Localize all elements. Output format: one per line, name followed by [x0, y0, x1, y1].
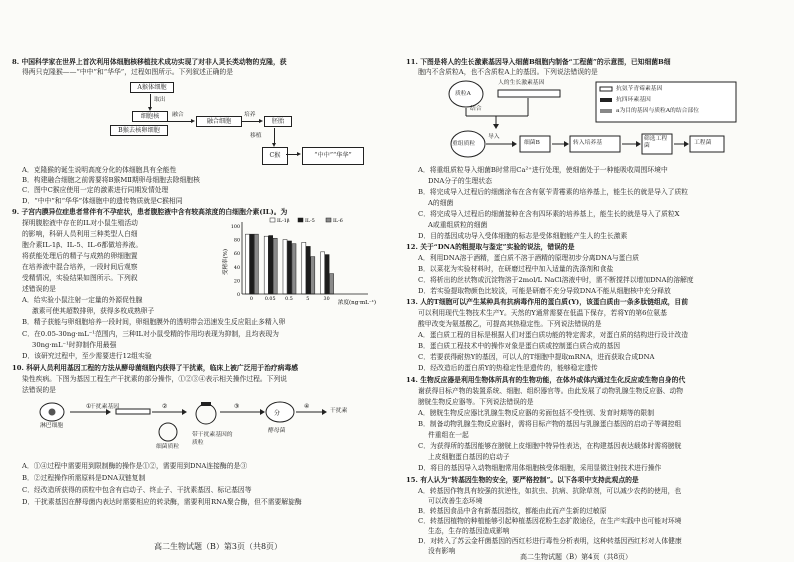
legend-label: IL-1β — [277, 219, 290, 224]
legend-swatch — [270, 218, 275, 222]
bar-IL-6-30 — [330, 274, 334, 294]
step3-label: ③ — [234, 403, 240, 410]
q9-option-a1: A．给实验小鼠注射一定量的外源促性腺 — [22, 296, 143, 304]
q8-arrow-culture — [242, 121, 260, 122]
screen-label: 筛选工程菌 — [644, 136, 668, 149]
q10-option-b: B．②过程操作所需原料是DNA双链复制 — [22, 474, 146, 482]
q15-option-d1: D．对转入了苏云金杆菌基因的西红杉进行毒性分析表明，这种转基因西红杉对人体健康 — [418, 537, 682, 545]
q9-s2: 的影响，科研人员利用三种类型人白细 — [22, 230, 138, 238]
q14-line3: 膀胱生物反应器等。下列说法错误的是 — [418, 398, 534, 406]
q11-line2: 胞内不含质粒A，也不含质粒A上的基因。下列说法错误的是 — [418, 68, 598, 76]
q10-line3: 法错误的是 — [22, 386, 56, 394]
bacterial-plasmid-label: 细菌质粒 — [156, 444, 180, 450]
q11-option-b2: A的细菌 — [428, 199, 454, 207]
culture-label: 转入培养基 — [573, 140, 602, 146]
q10-option-c: C．经改造所获得的质粒中包含有启动子、终止子、干扰素基因、标记基因等 — [22, 486, 252, 494]
hgh-gene-icon — [498, 90, 560, 97]
tet-gene-legend: 抗四环素基因 — [616, 97, 651, 103]
q10-line2: 染性疾病。下图为基因工程生产干扰素的部分操作，①②③④表示相关操作过程。下列说 — [22, 375, 288, 383]
q9-s5: 在培养液中混合培养，一段时间后观察 — [22, 263, 138, 271]
q12-line1: 12. 关于“DNA的粗提取与鉴定”实验的说法，错误的是 — [406, 243, 575, 251]
import-arrowhead — [512, 141, 517, 147]
q15-option-c1: C．转基因植物的种植能够引起种植基因花粉生态扩散途径，在生产实践中也可能对环境 — [418, 517, 682, 525]
amp-gene-legend-icon — [600, 87, 612, 91]
hgh-gene-label: 人的生长激素基因 — [498, 80, 545, 86]
c-monkey: C猴 — [262, 147, 288, 165]
bar-IL-5-0.5 — [287, 241, 291, 294]
q8-arrow-fuse — [168, 121, 192, 122]
q9-s7: 述错误的是 — [22, 285, 56, 293]
step2-label: ② — [162, 403, 168, 410]
q8-option-b: B．构建融合细胞之前需要将B猴MⅡ期卵母细胞去除细胞核 — [22, 176, 200, 184]
q15-option-a2: 可以改善生态环境 — [428, 497, 483, 505]
q9-bar-chart — [220, 216, 377, 306]
extract-label: 取出 — [154, 97, 166, 103]
left-page — [6, 0, 398, 561]
q14-option-a: A．膀胱生物反应器比乳腺生物反应器的劣面包括不受性别、发育时期等的限制 — [418, 409, 655, 417]
gene-fragment-icon — [116, 409, 150, 414]
q8-line2: 得两只克隆猴——“中中”和“华华”，过程如图所示。下列叙述正确的是 — [22, 68, 234, 76]
bar-IL-5-5 — [306, 246, 310, 294]
combine-arrowhead — [493, 124, 499, 129]
q8-option-d: D．“中中”和“华华”体细胞中的遗传物质就是C猴相同 — [22, 197, 183, 205]
q13-option-b: B．蛋白质工程技术中的操作对象是蛋白质或控制蛋白质合成的基因 — [418, 342, 621, 350]
q11-option-a1: A．将重组质粒导入细菌B时常用Ca²⁺进行处理，使细菌处于一种能吸收周围环境中 — [418, 166, 668, 174]
y-tick-label: 0 — [236, 293, 240, 298]
y-axis-label: 受精率(%) — [223, 248, 229, 276]
step4-label: ④ — [304, 403, 310, 410]
recombinant-plasmid-label: 重组质粒 — [452, 141, 476, 147]
x-tick-label: 5 — [306, 297, 310, 302]
q9-option-c1: C．在0.05-30ng·mL⁻¹范围内，三种IL对小鼠受精的作用均表现为抑制，且均表现为 — [22, 330, 279, 338]
y-tick-label: 20 — [233, 279, 240, 285]
fused-cell: 融合细胞 — [196, 116, 242, 127]
q11-option-a2: DNA分子的生理状态 — [428, 177, 492, 185]
x-tick-label: 0 — [249, 297, 253, 302]
cloned-monkeys: “中中”“华华” — [302, 147, 364, 165]
q9-s1: 探明腹腔液中存在的IL对小鼠生殖活动 — [22, 219, 138, 227]
q15-option-d2: 没有影响 — [428, 547, 456, 555]
q8-arrow-transfer — [274, 128, 275, 144]
amp-gene-legend: 抗氨苄青霉素基因 — [616, 86, 663, 92]
transfer-label: 移植 — [250, 133, 262, 139]
yeast-label: 酵母菌 — [268, 428, 286, 434]
q11-option-c1: C．将完成导入过程后的细菌接种在含有四环素的培养基上，能生长的就是导入了质粒X — [418, 210, 680, 218]
q10-option-d: D．干扰素基因在酵母菌内表达时需要相应的转录酶，需要利用RNA聚合酶，但不需要解旋酶 — [22, 498, 302, 506]
q11-diagram — [446, 76, 746, 162]
q12-option-a: A．利用DNA溶于酒精，蛋白质不溶于酒精的原理初步分离DNA与蛋白质 — [418, 254, 640, 262]
q14-option-b2: 件重组在一起 — [428, 431, 469, 439]
q8-arrow-birth — [286, 154, 298, 155]
q9-option-b: B．精子获能与卵细胞培养一段时间，卵细胞膜外的透明带会迅速发生反应阻止多精入卵 — [22, 318, 286, 326]
interferon-label: 干扰素 — [330, 408, 348, 414]
q15-option-c2: 生态，生存的基因造成影响 — [428, 527, 510, 535]
embryo-box: 胚胎 — [264, 116, 292, 127]
q8-option-c: C．图中C猴应使用一定的激素进行同期发情处理 — [22, 186, 169, 194]
left-footer: 高二生物试题（B）第3页（共8页） — [154, 542, 283, 551]
q15-option-a1: A．转基因作物具有较强的抗逆性，如抗虫、抗病、抗除草剂，可以减少农药的使用，也 — [418, 487, 682, 495]
y-tick-label: 100 — [230, 225, 240, 230]
bacterium-b-label: 细菌B — [524, 140, 540, 146]
final-arrowhead — [684, 141, 689, 147]
screen-arrowhead — [636, 141, 641, 147]
recombinant-plasmid-icon — [196, 404, 216, 424]
q14-line1: 14. 生物反应器是利用生物体所具有的生物功能，在体外或体内通过生化反应或生物自身的代 — [406, 376, 686, 384]
q13-line2: 可以利用现代生物技术生产Y。天然的Y通常需要在低温下保存，若将Y的第6位氨基 — [418, 309, 667, 317]
step2-arrowhead — [182, 409, 187, 415]
lymphocyte-label: 淋巴细胞 — [40, 423, 64, 429]
y-tick-label: 40 — [233, 265, 240, 271]
q14-option-c2: 上皮细胞蛋白基因的启动子 — [428, 453, 510, 461]
x-axis-label: 浓度(ng·mL⁻¹) — [338, 300, 377, 306]
q11-option-d: D．目的基因成功导入受体细胞的标志是受体细胞能产生人的生长激素 — [418, 232, 628, 240]
recombinant-plasmid-label: 带干扰素基因的质粒 — [192, 432, 233, 446]
x-tick-label: 30 — [323, 297, 330, 302]
import-label: 导入 — [488, 134, 500, 140]
q10-line1: 10. 科研人员利用基因工程的方法从酵母菌细胞内获得了干扰素，临床上被广泛用于治疗病毒感 — [12, 364, 299, 372]
right-footer: 高二生物试题（B）第4页（共8页） — [520, 553, 633, 561]
step1-label: ① — [86, 403, 92, 410]
q14-option-d: D．将目的基因导入动物细胞常用体细胞核受体细胞，采用显微注射技术进行操作 — [418, 464, 662, 472]
q9-s4: 将获能处理后的精子与成熟的卵细胞置 — [22, 252, 138, 260]
bar-IL-6-0 — [254, 234, 258, 294]
q11-option-c2: A或重组质粒的细菌 — [428, 221, 488, 229]
y-tick-label: 60 — [233, 252, 240, 258]
q14-line2: 谢获得目标产物的装置系统、细胞、组织器官等。由此发展了动物乳腺生物反应器、动物 — [418, 387, 684, 395]
nucleus-box: 细胞核 — [132, 111, 168, 122]
bar-IL-1β-0.5 — [283, 240, 287, 294]
q13-option-a: A．蛋白质工程的目标是根据人们对蛋白质功能的特定需求，对蛋白质的结构进行设计改造 — [418, 331, 688, 339]
q8-option-a: A．克隆猴的诞生说明高度分化的体细胞具有全能性 — [22, 166, 177, 174]
legend-swatch — [298, 218, 303, 222]
culture-label: 培养 — [244, 112, 256, 118]
plasmid-icon — [159, 423, 177, 441]
bar-IL-5-0.05 — [269, 236, 273, 294]
q9-s6: 受精情况，实验结果如图所示。下列叙 — [22, 274, 138, 282]
q13-line3: 酸甲改变为氨基酸乙，可提高其热稳定性。下列说法错误的是 — [418, 320, 602, 328]
a-monkey-cell: A猴体细胞 — [130, 82, 174, 93]
culture-arrowhead — [564, 141, 569, 147]
q9-option-d: D．该研究过程中，至少需要进行12组实验 — [22, 352, 152, 360]
right-page — [402, 0, 790, 561]
q8-line1: 8. 中国科学家在世界上首次利用体细胞核移植技术成功实现了对非人灵长类动物的克隆，获 — [12, 58, 287, 66]
junction-legend: a为目的基因与质粒A的结合部位 — [616, 108, 700, 114]
bar-IL-1β-5 — [302, 242, 306, 294]
q14-option-c1: C．为获得所的基因能够在膀胱上皮细胞中特异性表达，在构建基因表达载体时需将膀胱 — [418, 442, 682, 450]
q12-option-c: C．将析出的丝状物或沉淀物溶于2mol/L NaCl溶液中时，需不断搅拌以增加DNA的溶解度 — [418, 276, 694, 284]
q8-arrow-extract — [150, 94, 151, 108]
bar-IL-5-30 — [325, 255, 329, 294]
q9-s3: 胞介素IL-1β、IL-5、IL-6都做培养液。 — [22, 241, 143, 249]
q10-option-a: A．①④过程中需要用到限制酶的操作是①②，需要用到DNA连接酶的是③ — [22, 462, 248, 470]
q13-line1: 13. 人的T细胞可以产生某种具有抗病毒作用的蛋白质(Y)，该蛋白质由一条多肽链组成，目前 — [406, 298, 689, 306]
q9-line1: 9. 子宫内膜异位症患者常伴有不孕症状，患者腹腔液中含有较高浓度的白细胞介素(IL)。为 — [12, 208, 288, 216]
legend-swatch — [326, 218, 331, 222]
x-tick-label: 0.05 — [264, 297, 276, 302]
q15-line1: 15. 有人认为“转基因生物的安全，要严格控制”。以下各项中支持此观点的是 — [406, 476, 639, 484]
bar-IL-6-5 — [311, 257, 315, 294]
yeast-inner-mark: 分 — [274, 410, 281, 417]
step3-arrowhead — [260, 409, 265, 415]
y-tick-label: 80 — [233, 238, 240, 244]
q9-option-c2: 30ng·mL⁻¹时抑制作用最强 — [32, 341, 117, 349]
q14-option-b1: B．制备动物乳腺生物反应器时，需将目标产物的基因与乳腺蛋白基因的启动子等调控组 — [418, 420, 682, 428]
combine-label: 结合 — [470, 106, 482, 112]
interferon-gene-label: 干扰素基因 — [90, 404, 119, 410]
q9-option-a2: 激素可使其超数排卵，获得多枚成熟卵子 — [32, 307, 155, 315]
q13-option-c: C．若要获得耐热Y的基因，可以人的T细胞中提取mRNA，进而获取合成DNA — [418, 353, 655, 361]
b-monkey-egg: B猴去核卵细胞 — [110, 125, 168, 136]
plasmid-a-label: 质粒A — [455, 91, 471, 97]
legend-label: IL-6 — [333, 219, 343, 224]
bar-IL-6-0.5 — [292, 244, 296, 294]
junction-legend-icon — [600, 109, 612, 113]
x-tick-label: 0.5 — [285, 297, 293, 302]
q12-option-d: D．若实验提取物颜色比较淡，可能是研磨不充分导致DNA不能从细胞核中充分释放 — [418, 287, 671, 295]
bar-IL-5-0 — [250, 234, 254, 294]
legend-label: IL-5 — [305, 219, 315, 224]
bar-IL-1β-30 — [321, 252, 325, 294]
q13-option-d: D．经改造后的蛋白质Y的热稳定性是遗传的，能够稳定遗传 — [418, 364, 598, 372]
bar-IL-1β-0.05 — [264, 236, 268, 294]
q12-option-b: B．以菜花为实验材料时，在研磨过程中加入适量的洗涤剂和食盐 — [418, 265, 614, 273]
lymphocyte-nucleus-icon — [49, 409, 56, 416]
tet-gene-legend-icon — [600, 98, 612, 102]
fuse-label: 融合 — [172, 112, 184, 118]
bar-IL-1β-0 — [245, 234, 249, 294]
inserted-gene-icon — [201, 402, 211, 406]
engineered-bacteria-label: 工程菌 — [694, 140, 712, 146]
q15-option-b: B．转基因食品中含有新基因指纹，都能由此而产生新的过敏原 — [418, 507, 607, 515]
step4-arrowhead — [322, 409, 327, 415]
bar-IL-6-0.05 — [273, 238, 277, 294]
q11-line1: 11. 下图是将人的生长激素基因导入细菌B细胞内制备“工程菌”的示意图，已知细菌B细 — [406, 58, 671, 66]
q11-option-b1: B．将完成导入过程后的细菌涂布在含有氨苄青霉素的培养基上，能生长的就是导入了质粒 — [418, 188, 689, 196]
